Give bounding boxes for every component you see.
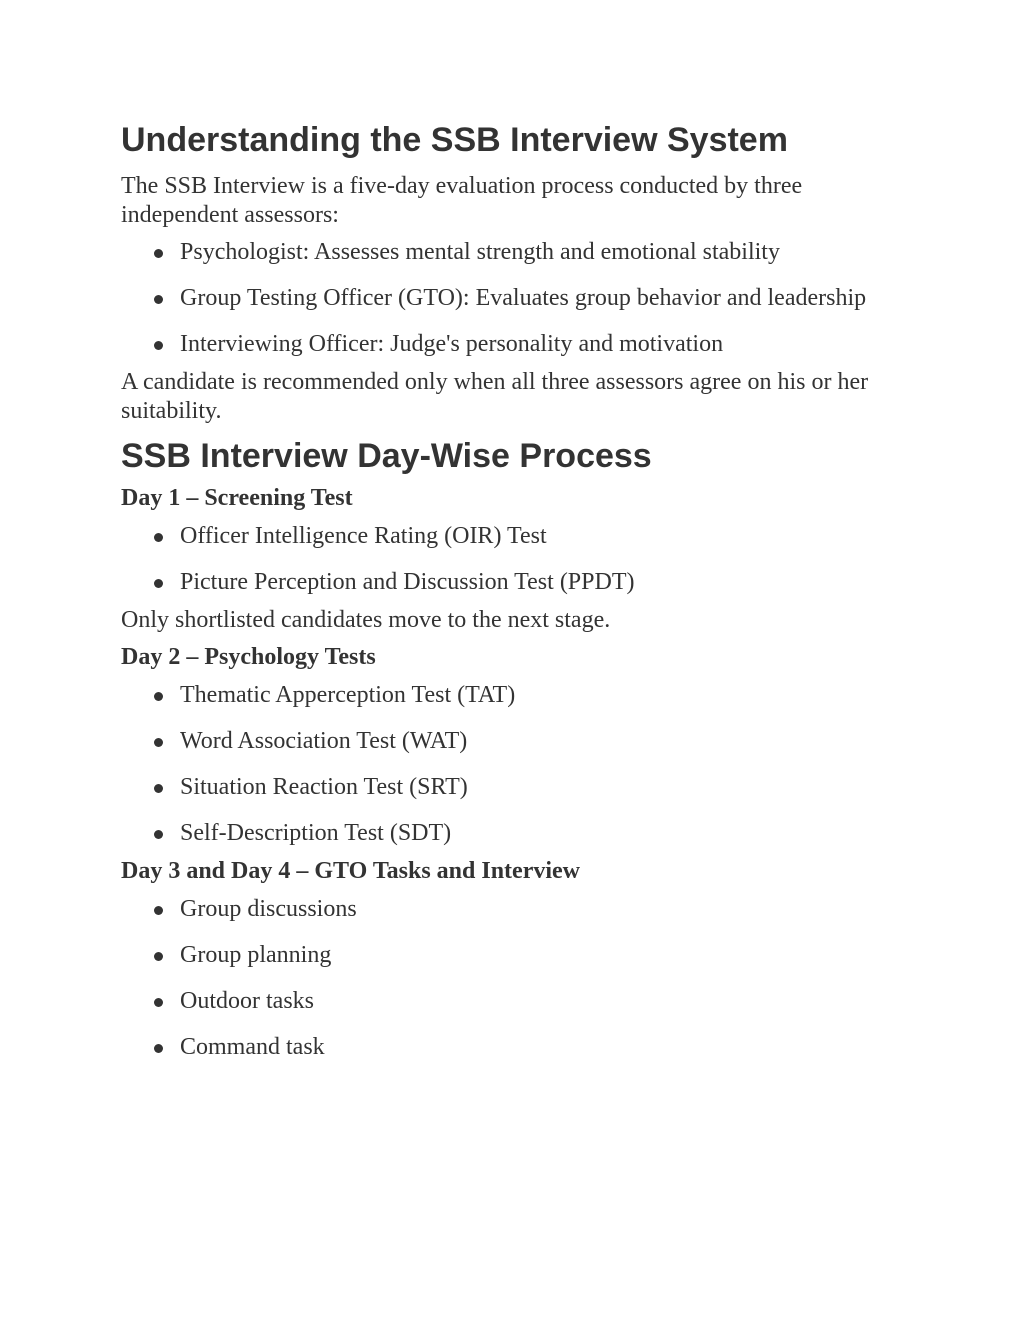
list-item-text: Psychologist: Assesses mental strength and emotional stability — [180, 239, 780, 265]
bullet-icon — [154, 249, 163, 258]
list-item-text: Picture Perception and Discussion Test (PPDT) — [180, 569, 635, 595]
list-item-text: Self-Description Test (SDT) — [180, 820, 452, 846]
list-item — [121, 819, 911, 848]
list-item-text: Word Association Test (WAT) — [180, 728, 468, 754]
list-item — [121, 895, 911, 924]
list-item — [121, 941, 911, 970]
intro-paragraph: The SSB Interview is a five-day evaluation process conducted by three independent assessors: — [121, 173, 803, 228]
day1-list — [121, 522, 911, 597]
bullet-icon — [154, 533, 163, 542]
list-item — [121, 568, 911, 597]
bullet-icon — [154, 830, 163, 839]
list-item — [121, 330, 911, 359]
bullet-icon — [154, 738, 163, 747]
bullet-icon — [154, 579, 163, 588]
list-item-text: Group discussions — [180, 896, 357, 922]
bullet-icon — [154, 784, 163, 793]
bullet-icon — [154, 998, 163, 1007]
list-item-text: Group Testing Officer (GTO): Evaluates group behavior and leadership — [180, 285, 867, 311]
list-item — [121, 238, 911, 267]
bullet-icon — [154, 1044, 163, 1053]
list-item — [121, 681, 911, 710]
list-item-text: Command task — [180, 1034, 325, 1060]
list-item-text: Interviewing Officer: Judge's personality and motivation — [180, 331, 724, 357]
list-item-text: Outdoor tasks — [180, 988, 314, 1014]
document-page — [121, 118, 911, 1071]
day2-heading: Day 2 – Psychology Tests — [121, 644, 376, 670]
list-item-text: Thematic Apperception Test (TAT) — [180, 682, 516, 708]
day1-note: Only shortlisted candidates move to the next stage. — [121, 607, 611, 633]
bullet-icon — [154, 906, 163, 915]
list-item — [121, 727, 911, 756]
assessors-list — [121, 238, 911, 359]
section-title-day-wise: SSB Interview Day-Wise Process — [121, 437, 652, 475]
list-item — [121, 284, 911, 313]
bullet-icon — [154, 952, 163, 961]
list-item-text: Officer Intelligence Rating (OIR) Test — [180, 523, 547, 549]
day34-list — [121, 895, 911, 1062]
day2-list — [121, 681, 911, 848]
bullet-icon — [154, 341, 163, 350]
list-item-text: Situation Reaction Test (SRT) — [180, 774, 468, 800]
list-item — [121, 522, 911, 551]
list-item-text: Group planning — [180, 942, 332, 968]
list-item — [121, 1033, 911, 1062]
bullet-icon — [154, 692, 163, 701]
day1-heading: Day 1 – Screening Test — [121, 485, 353, 511]
day34-heading: Day 3 and Day 4 – GTO Tasks and Interview — [121, 858, 580, 884]
list-item — [121, 987, 911, 1016]
section-title-understanding: Understanding the SSB Interview System — [121, 121, 788, 159]
bullet-icon — [154, 295, 163, 304]
conclusion-paragraph: A candidate is recommended only when all three assessors agree on his or her suitability. — [121, 369, 869, 424]
list-item — [121, 773, 911, 802]
